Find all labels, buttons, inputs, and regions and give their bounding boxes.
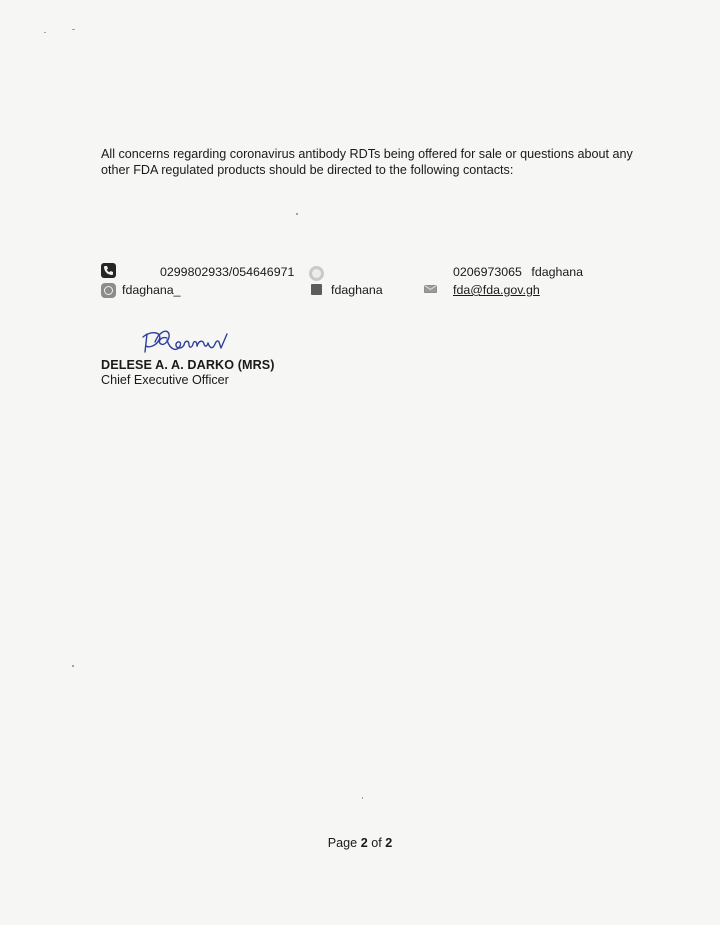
email-icon [424, 285, 437, 293]
scan-speck [72, 665, 74, 667]
facebook-handle: fdaghana [331, 283, 383, 297]
whatsapp-handle: fdaghana [531, 265, 584, 279]
scan-speck [362, 797, 363, 799]
whatsapp-number: 0206973065 [453, 265, 522, 279]
signatory-name: DELESE A. A. DARKO (MRS) [101, 358, 275, 372]
email-link[interactable]: fda@fda.gov.gh [453, 283, 540, 297]
facebook-icon [311, 284, 322, 295]
current-page: 2 [360, 836, 368, 850]
whatsapp-icon [309, 266, 324, 281]
intro-paragraph: All concerns regarding coronavirus antibody RDTs being offered for sale or questions about any other FDA regulated products should be directed to the following contacts: [101, 147, 633, 177]
instagram-handle: fdaghana_ [122, 283, 181, 297]
scan-speck [44, 32, 46, 33]
total-pages: 2 [385, 836, 393, 850]
instagram-icon [101, 283, 116, 298]
scan-speck [296, 213, 298, 215]
of-label: of [371, 836, 382, 850]
scan-speck [72, 29, 75, 30]
page-label: Page [327, 836, 358, 850]
phone-numbers: 0299802933/054646971 [160, 265, 295, 279]
whatsapp-contact [453, 265, 583, 279]
signatory-title: Chief Executive Officer [101, 373, 229, 387]
page-number [0, 836, 720, 851]
signature [137, 318, 237, 362]
phone-icon [101, 263, 116, 278]
